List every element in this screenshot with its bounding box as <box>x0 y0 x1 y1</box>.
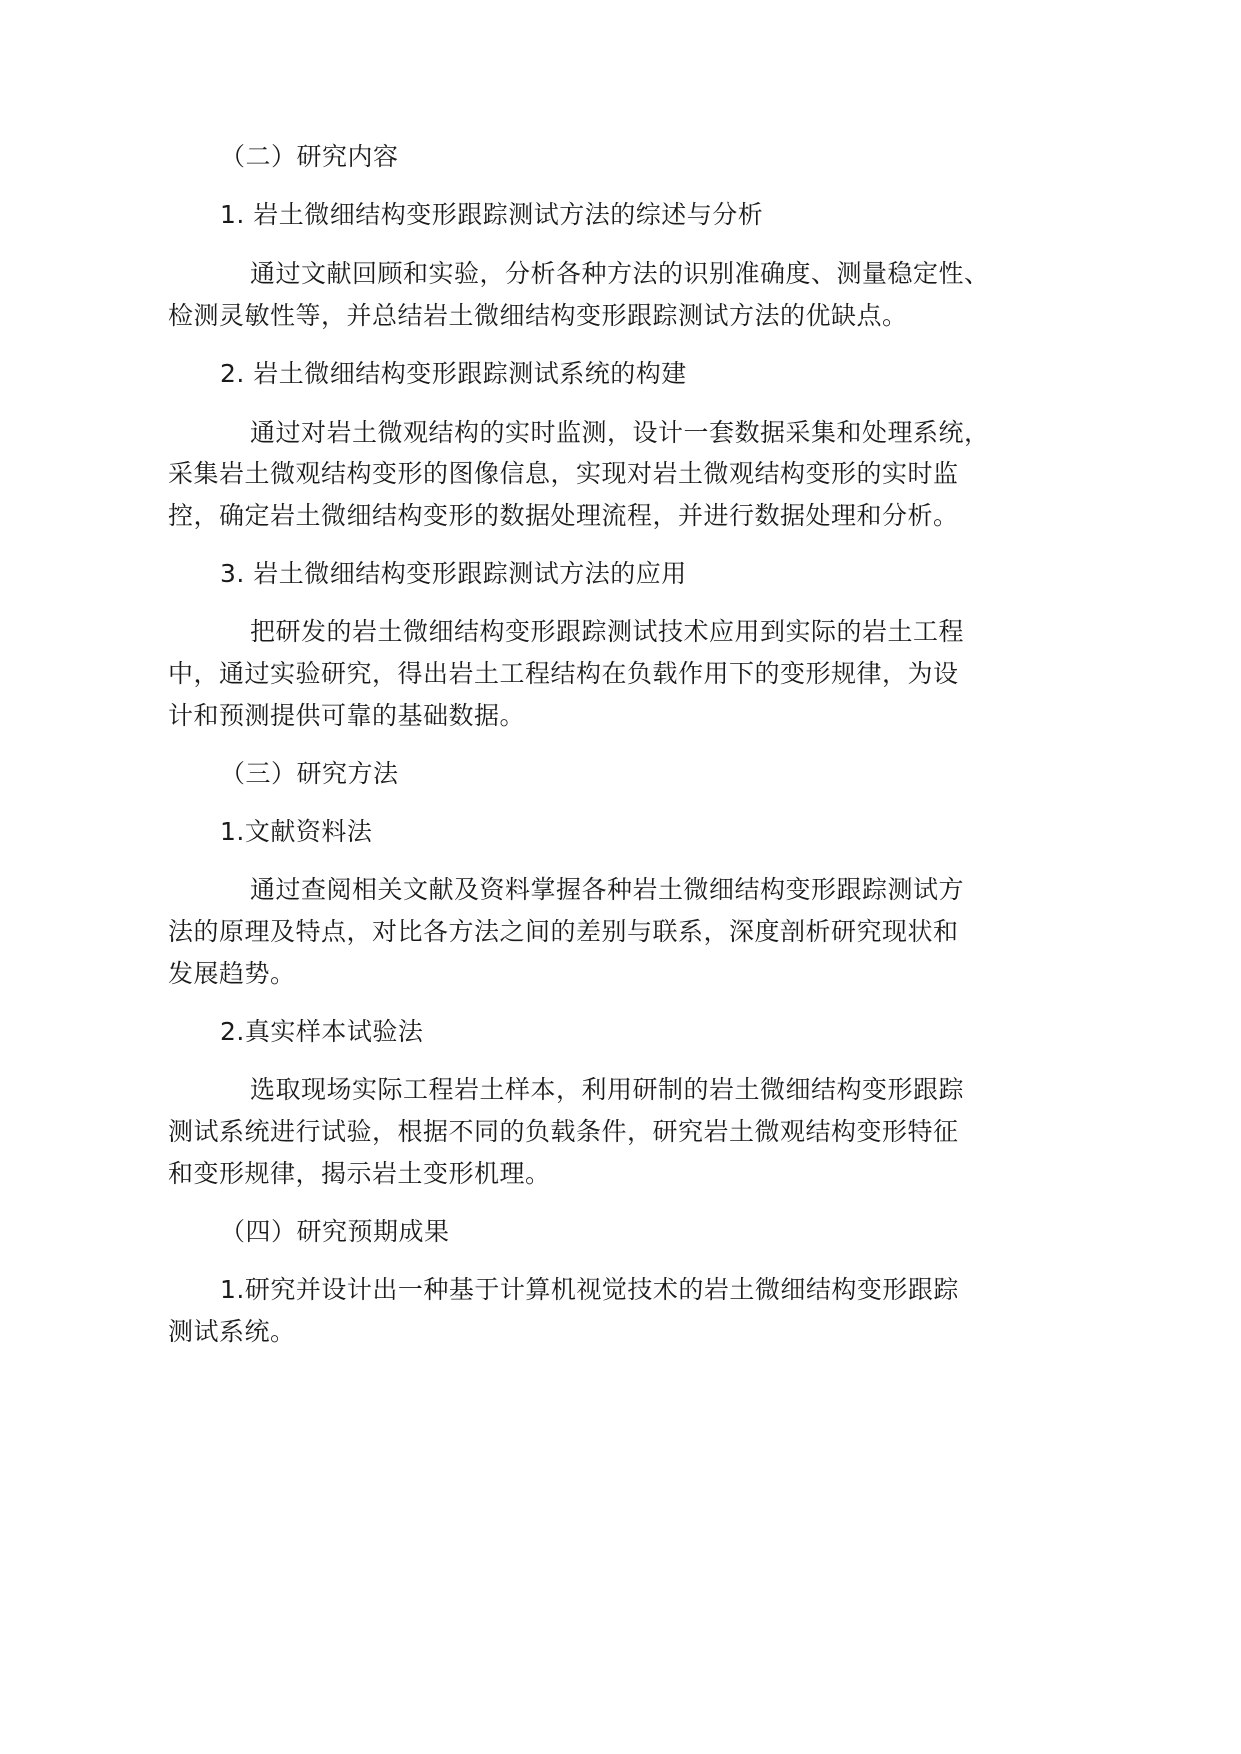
subheading-method-application: 3. 岩土微细结构变形跟踪测试方法的应用 <box>220 559 687 588</box>
paragraph-line: 通过查阅相关文献及资料掌握各种岩土微细结构变形跟踪测试方 <box>250 875 965 904</box>
paragraph-line: 通过对岩土微观结构的实时监测，设计一套数据采集和处理系统， <box>250 418 990 447</box>
section-heading-expected-results: （四）研究预期成果 <box>220 1217 450 1246</box>
paragraph-line: 测试系统进行试验，根据不同的负载条件，研究岩土微观结构变形特征 <box>168 1117 959 1146</box>
paragraph-line: 检测灵敏性等，并总结岩土微细结构变形跟踪测试方法的优缺点。 <box>168 301 908 330</box>
paragraph-line: 法的原理及特点，对比各方法之间的差别与联系，深度剖析研究现状和 <box>168 917 959 946</box>
section-heading-research-content: （二）研究内容 <box>220 142 399 171</box>
paragraph-line: 控，确定岩土微细结构变形的数据处理流程，并进行数据处理和分析。 <box>168 501 959 530</box>
paragraph-line: 通过文献回顾和实验，分析各种方法的识别准确度、测量稳定性、 <box>250 259 990 288</box>
paragraph-line: 1.研究并设计出一种基于计算机视觉技术的岩土微细结构变形跟踪 <box>220 1275 959 1304</box>
paragraph-line: 发展趋势。 <box>168 959 296 988</box>
subheading-sample-test-method: 2.真实样本试验法 <box>220 1017 424 1046</box>
paragraph-line: 把研发的岩土微细结构变形跟踪测试技术应用到实际的岩土工程 <box>250 617 965 646</box>
paragraph-line: 选取现场实际工程岩土样本，利用研制的岩土微细结构变形跟踪 <box>250 1075 965 1104</box>
subheading-literature-method: 1.文献资料法 <box>220 817 373 846</box>
paragraph-line: 和变形规律，揭示岩土变形机理。 <box>168 1159 551 1188</box>
paragraph-line: 中，通过实验研究，得出岩土工程结构在负载作用下的变形规律，为设 <box>168 659 959 688</box>
paragraph-line: 计和预测提供可靠的基础数据。 <box>168 701 526 730</box>
subheading-system-construction: 2. 岩土微细结构变形跟踪测试系统的构建 <box>220 359 687 388</box>
paragraph-line: 采集岩土微观结构变形的图像信息，实现对岩土微观结构变形的实时监 <box>168 459 959 488</box>
section-heading-research-methods: （三）研究方法 <box>220 759 399 788</box>
paragraph-line: 测试系统。 <box>168 1317 296 1346</box>
subheading-review-analysis: 1. 岩土微细结构变形跟踪测试方法的综述与分析 <box>220 200 764 229</box>
